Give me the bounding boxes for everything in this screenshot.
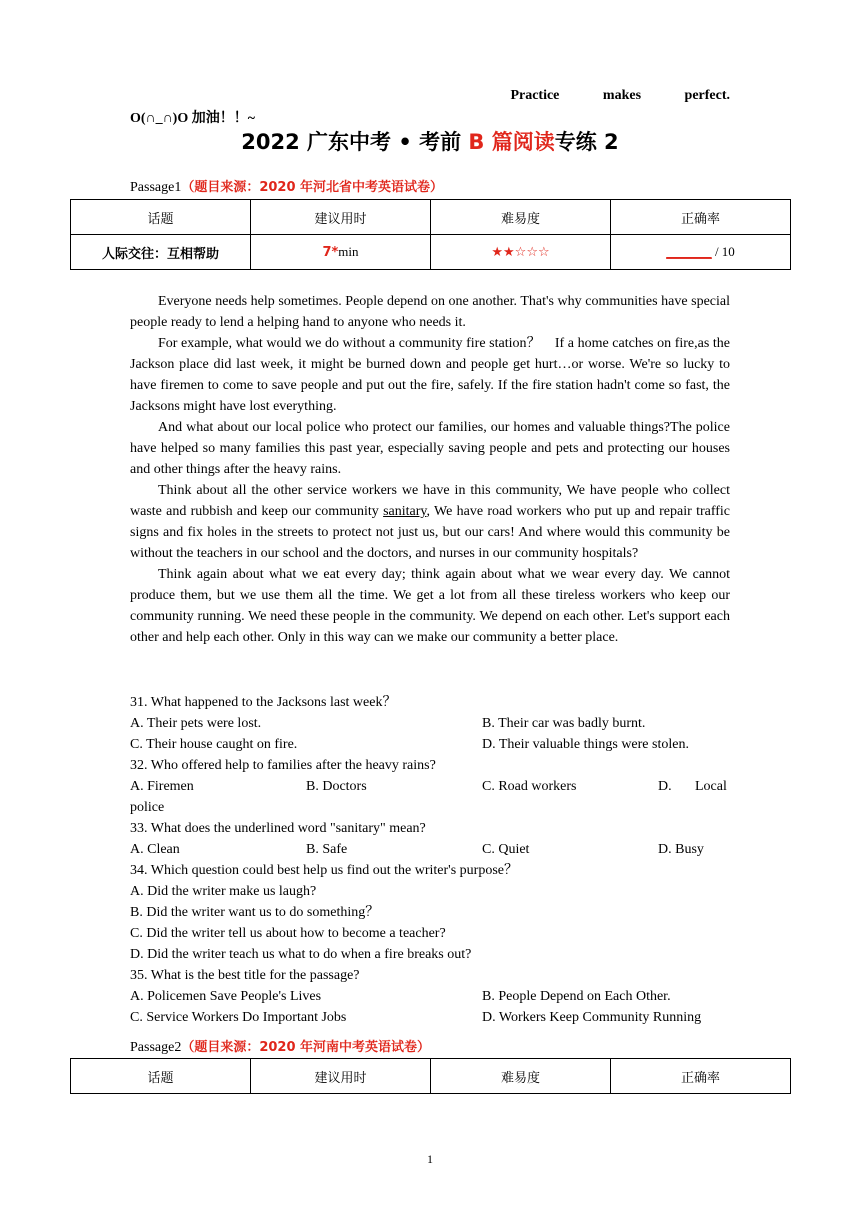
- header-time: 建议用时: [251, 200, 431, 235]
- question-33-row: [130, 839, 730, 860]
- q32-option-a: A. Firemen: [130, 779, 194, 794]
- header-accuracy: 正确率: [611, 1059, 791, 1094]
- motto-word: Practice: [510, 88, 560, 103]
- q31-option-d: D. Their valuable things were stolen.: [482, 737, 689, 752]
- motto-word: perfect.: [684, 88, 730, 103]
- header-topic: 话题: [71, 200, 251, 235]
- page-title: [0, 126, 860, 156]
- q31-option-a: A. Their pets were lost.: [130, 716, 262, 731]
- header-accuracy: 正确率: [611, 200, 791, 235]
- paragraph-4-start: Think about all the other service workers we have in this community, We have people who collect waste and rubbish and keep our community: [130, 483, 730, 519]
- passage2-name: Passage2: [130, 1040, 182, 1055]
- passage2-source: （题目来源：2020 年河南中考英语试卷）: [181, 1040, 431, 1055]
- question-31-row1: [130, 713, 730, 734]
- score-total: / 10: [711, 244, 735, 259]
- questions-block: [130, 692, 730, 1028]
- header-cheer: O(∩_∩)O 加油！！~: [130, 111, 256, 126]
- q31-option-c: C. Their house caught on fire.: [130, 737, 298, 752]
- q34-option-c: C. Did the writer tell us about how to become a teacher?: [130, 926, 446, 941]
- time-number: 7*: [322, 245, 339, 260]
- question-32-row1: [130, 776, 730, 797]
- passage2-info-table: [70, 1058, 791, 1094]
- passage1-label: [130, 176, 443, 196]
- q32-option-c: C. Road workers: [482, 779, 577, 794]
- question-34-stem: 34. Which question could best help us find out the writer's purpose？: [130, 863, 518, 878]
- q33-option-a: A. Clean: [130, 842, 180, 857]
- q33-option-b: B. Safe: [306, 842, 348, 857]
- q35-option-a: A. Policemen Save People's Lives: [130, 989, 322, 1004]
- header-motto: [510, 88, 730, 104]
- time-unit: min: [338, 244, 359, 259]
- passage1-name: Passage1: [130, 180, 182, 195]
- q32-option-d-word: Local: [695, 779, 727, 794]
- q35-option-d: D. Workers Keep Community Running: [482, 1010, 702, 1025]
- info-value-row: [71, 235, 791, 270]
- underlined-word: sanitary: [383, 504, 427, 519]
- paragraph-4: [130, 480, 730, 564]
- q32-option-d-tail: police: [130, 800, 165, 815]
- passage2-label: [130, 1036, 430, 1056]
- score-blank: _______: [666, 245, 712, 260]
- question-35-row2: [130, 1007, 730, 1028]
- paragraph-2: For example, what would we do without a community fire station？ If a home catches on fire,as the Jackson place did last week, it might be burned down and people get hurt…or worse. We're so lucky to have firemen to come to save people and put out the fire, safely. If the fire station hadn't come so fast, the Jacksons might have lost everything.: [130, 336, 730, 414]
- info-header-row: [71, 200, 791, 235]
- paragraph-3: And what about our local police who protect our families, our homes and valuable things?The police have helped so many families this past year, especially saving people and pets and protecting our houses and other things after the heavy rains.: [130, 420, 730, 477]
- q34-option-a: A. Did the writer make us laugh?: [130, 884, 317, 899]
- page-number: 1: [427, 1152, 433, 1166]
- q34-option-d: D. Did the writer teach us what to do when a fire breaks out?: [130, 947, 472, 962]
- question-35-stem: 35. What is the best title for the passage?: [130, 968, 360, 983]
- passage1-source: （题目来源：2020 年河北省中考英语试卷）: [181, 180, 444, 195]
- difficulty-stars: ★★☆☆☆: [431, 235, 611, 270]
- title-highlight: B 篇阅读: [468, 130, 555, 154]
- question-35-row1: [130, 986, 730, 1007]
- question-31-stem: 31. What happened to the Jacksons last week？: [130, 695, 397, 710]
- q34-option-b: B. Did the writer want us to do something？: [130, 905, 380, 920]
- title-prefix: 2022 广东中考 • 考前: [241, 130, 469, 154]
- paragraph-4-end: , We have road workers who put up and repair traffic signs and fix holes in the streets to protect not just us, but our cars! And where would this community be without the teachers in our school and the doctors, and nurses in our community hospitals?: [130, 504, 731, 561]
- question-32-stem: 32. Who offered help to families after the heavy rains?: [130, 758, 436, 773]
- title-suffix: 专练 2: [554, 130, 619, 154]
- question-31-row2: [130, 734, 730, 755]
- paragraph-5: Think again about what we eat every day; think again about what we wear every day. We cannot produce them, but we use them all the time. We get a lot from all these tireless workers who keep our community running. We need these people in the community. We depend on each other. Let's support each other and help each other. Only in this way can we make our community a better place.: [130, 567, 730, 645]
- q33-option-d: D. Busy: [658, 842, 704, 857]
- header-difficulty: 难易度: [431, 200, 611, 235]
- header-difficulty: 难易度: [431, 1059, 611, 1094]
- passage1-info-table: [70, 199, 791, 270]
- paragraph-1: Everyone needs help sometimes. People depend on one another. That's why communities have special people ready to lend a helping hand to anyone who needs it.: [130, 294, 730, 330]
- time-value: [251, 235, 431, 270]
- q33-option-c: C. Quiet: [482, 842, 530, 857]
- header-topic: 话题: [71, 1059, 251, 1094]
- topic-value: 人际交往：互相帮助: [71, 235, 251, 270]
- motto-word: makes: [602, 88, 642, 103]
- q35-option-c: C. Service Workers Do Important Jobs: [130, 1010, 347, 1025]
- header-time: 建议用时: [251, 1059, 431, 1094]
- q31-option-b: B. Their car was badly burnt.: [482, 716, 646, 731]
- passage1-body: [130, 291, 730, 648]
- accuracy-value: [611, 235, 791, 270]
- q32-option-b: B. Doctors: [306, 779, 367, 794]
- q32-option-d-head: D.: [658, 779, 672, 794]
- q35-option-b: B. People Depend on Each Other.: [482, 989, 671, 1004]
- info-header-row: [71, 1059, 791, 1094]
- question-33-stem: 33. What does the underlined word "sanitary" mean?: [130, 821, 426, 836]
